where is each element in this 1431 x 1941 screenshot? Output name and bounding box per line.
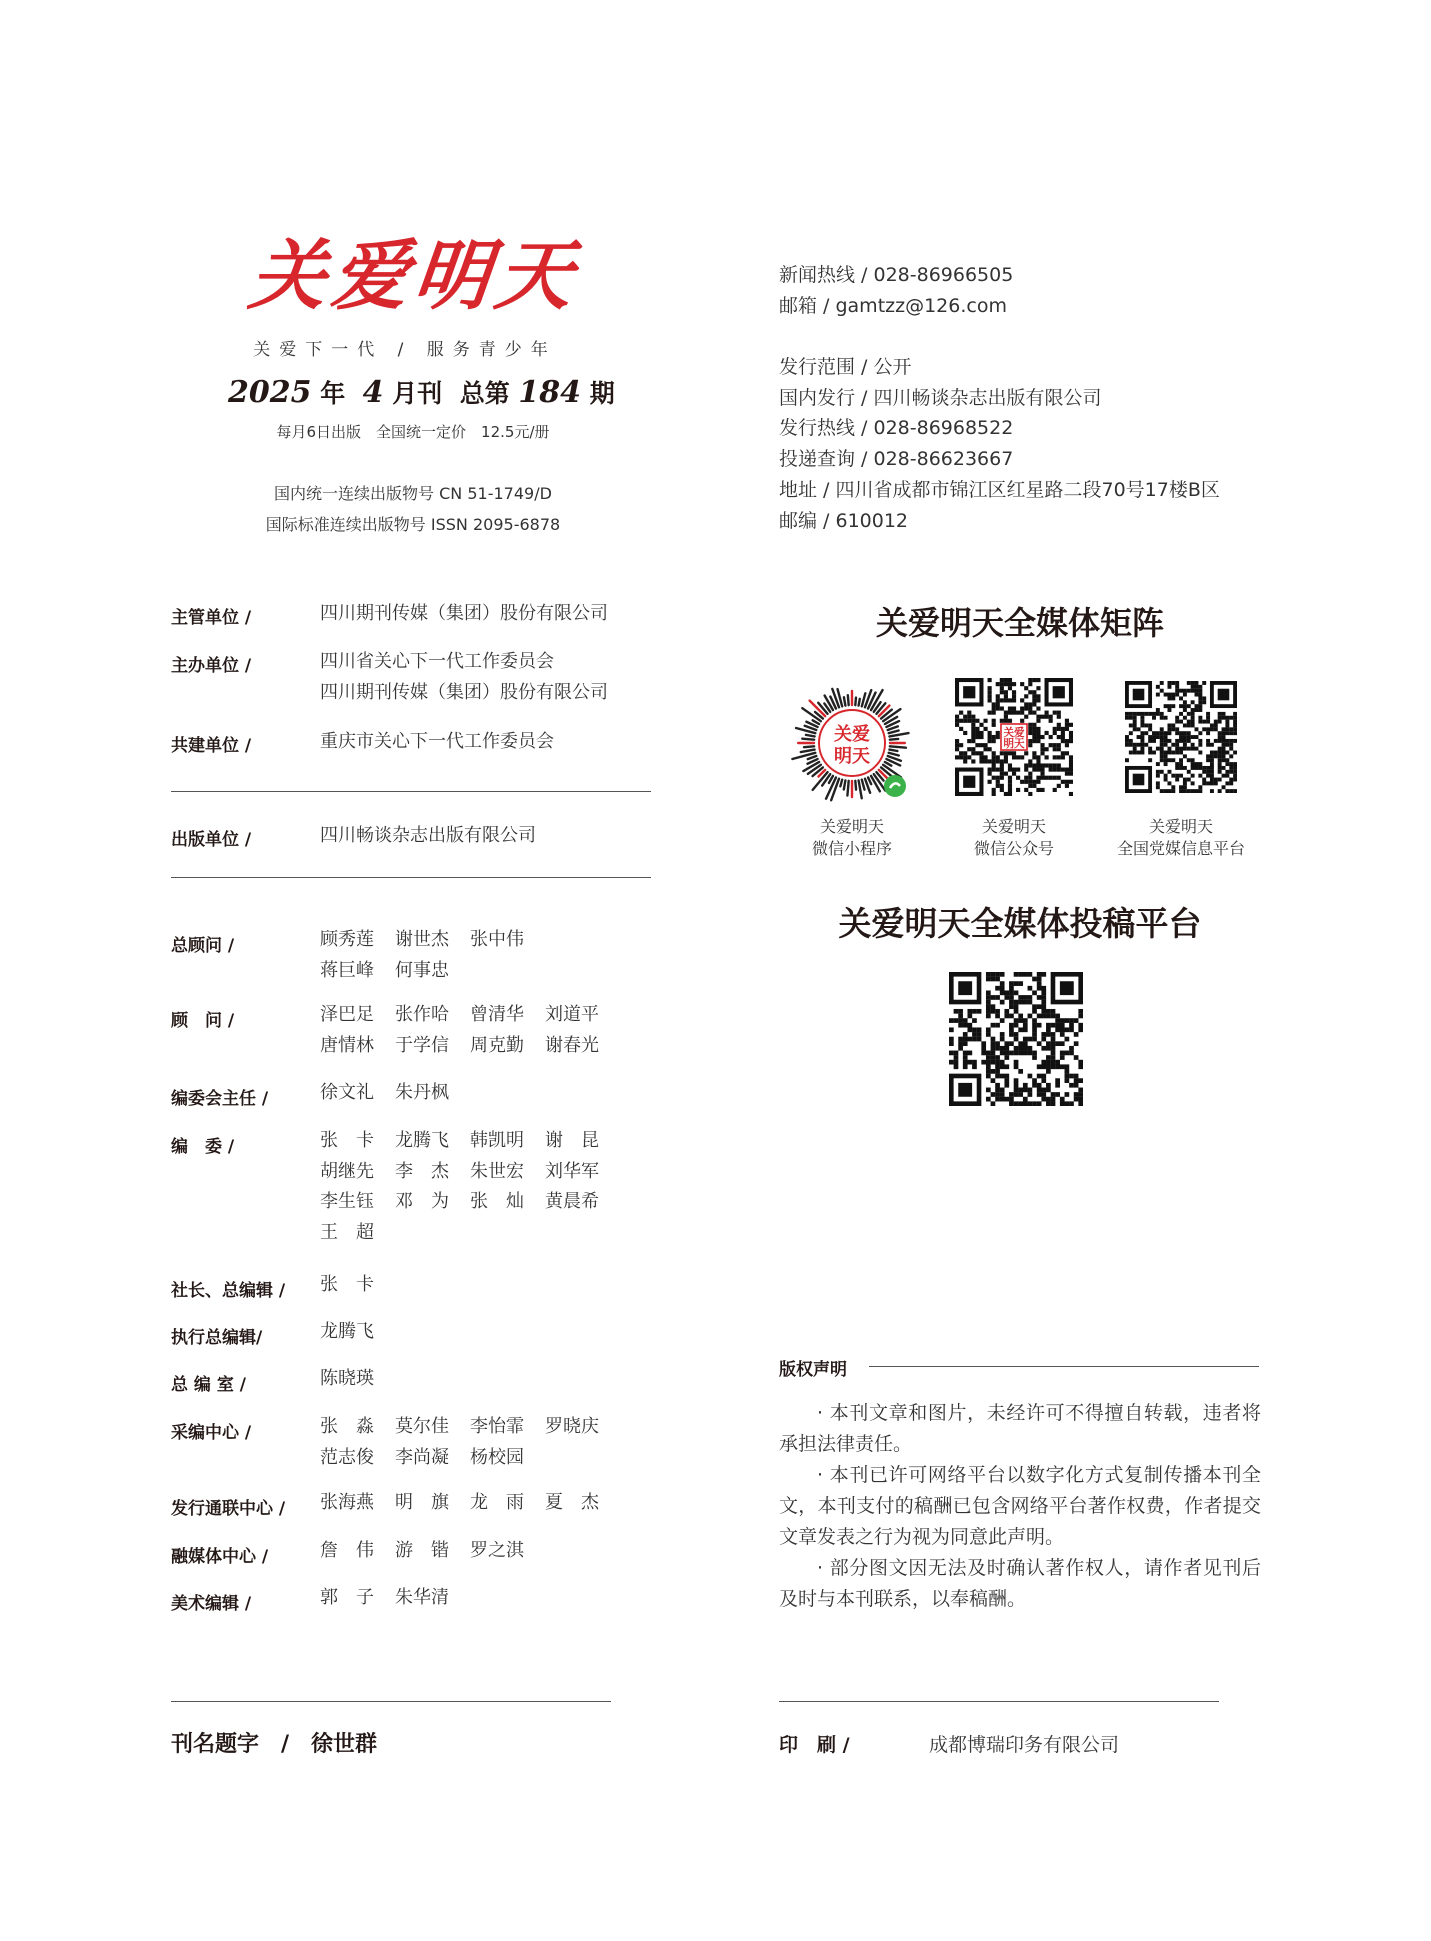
divider <box>779 1701 1219 1702</box>
unit-label: 共建单位 / <box>171 736 252 756</box>
submission-qr-code-icon <box>949 972 1083 1106</box>
staff-name: 张 卡 <box>320 1274 374 1295</box>
delivery-inquiry: 投递查询 / 028-86623667 <box>779 448 1014 471</box>
staff-name: 朱世宏 <box>470 1160 524 1182</box>
qr-caption-line: 全国党媒信息平台 <box>1116 839 1245 858</box>
unit-value: 四川期刊传媒（集团）股份有限公司 <box>320 682 608 703</box>
issue-total-unit: 期 <box>589 379 615 408</box>
postcode: 邮编 / 610012 <box>779 509 909 532</box>
issue-year-unit: 年 <box>320 379 346 408</box>
svg-text:明天: 明天 <box>1003 738 1025 751</box>
unit-label: 主办单位 / <box>171 656 252 676</box>
unit-value: 四川畅谈杂志出版有限公司 <box>320 825 536 846</box>
divider <box>171 791 651 792</box>
staff-name: 谢春光 <box>545 1034 599 1056</box>
printing-value: 成都博瑞印务有限公司 <box>929 1734 1120 1756</box>
qr-caption <box>762 816 942 860</box>
staff-label: 发行通联中心 / <box>171 1499 286 1519</box>
issn-number: 国际标准连续出版物号 ISSN 2095-6878 <box>265 515 561 534</box>
staff-names <box>320 1536 545 1567</box>
mini-program-code-icon <box>787 678 917 808</box>
staff-name: 胡继先 <box>320 1160 374 1182</box>
staff-names <box>320 1000 620 1061</box>
staff-name: 周克勤 <box>470 1034 524 1056</box>
staff-name: 朱华清 <box>395 1587 449 1608</box>
staff-name: 张 淼 <box>320 1416 374 1437</box>
staff-names <box>320 1488 620 1519</box>
staff-name: 游 锴 <box>395 1540 449 1561</box>
staff-label: 编委会主任 / <box>171 1089 269 1109</box>
staff-name: 李生钰 <box>320 1191 374 1212</box>
staff-name: 谢 昆 <box>545 1130 599 1151</box>
contact-group-2 <box>779 352 1220 536</box>
cn-number: 国内统一连续出版物号 CN 51-1749/D <box>274 484 552 503</box>
unit-label: 主管单位 / <box>171 608 252 628</box>
issue-year: 2025 <box>228 375 312 410</box>
staff-name: 蒋巨峰 <box>320 959 374 981</box>
staff-names <box>320 1270 395 1301</box>
news-hotline: 新闻热线 / 028-86966505 <box>779 264 1014 286</box>
unit-value: 四川期刊传媒（集团）股份有限公司 <box>320 603 608 624</box>
staff-name: 李怡霏 <box>470 1416 524 1437</box>
unit-value: 重庆市关心下一代工作委员会 <box>320 731 554 752</box>
divider <box>171 877 651 878</box>
staff-names <box>320 1126 620 1248</box>
staff-name: 龙 雨 <box>470 1492 524 1513</box>
wechat-official-qr-code-icon <box>955 678 1073 796</box>
mini-program-logo-text-1: 关爱 <box>834 724 870 745</box>
copyright-title: 版权声明 <box>779 1360 847 1380</box>
staff-names <box>320 925 545 986</box>
staff-name: 罗之淇 <box>470 1540 524 1561</box>
issue-line <box>228 374 615 410</box>
staff-name: 于学信 <box>395 1034 449 1056</box>
printing-label: 印 刷 / <box>779 1734 850 1756</box>
qr-caption <box>924 816 1104 860</box>
staff-name: 郭 子 <box>320 1587 374 1608</box>
distribution-scope: 发行范围 / 公开 <box>779 356 912 378</box>
issue-total: 184 <box>518 375 582 410</box>
staff-name: 范志俊 <box>320 1446 374 1468</box>
staff-name: 黄晨希 <box>545 1191 599 1212</box>
publication-info: 每月6日出版 全国统一定价 12.5元/册 <box>276 423 550 441</box>
staff-name: 邓 为 <box>395 1191 449 1212</box>
slogan: 关爱下一代 / 服务青少年 <box>253 340 557 360</box>
distribution-hotline: 发行热线 / 028-86968522 <box>779 417 1014 440</box>
staff-name: 张 卡 <box>320 1130 374 1151</box>
staff-name: 王 超 <box>320 1221 374 1243</box>
title-calligraphy: 刊名题字 / 徐世群 <box>171 1732 378 1757</box>
staff-name: 张 灿 <box>470 1191 524 1212</box>
staff-name: 张海燕 <box>320 1492 374 1513</box>
magazine-logo: 关爱明天 <box>245 231 583 320</box>
copyright-paragraph: · 部分图文因无法及时确认著作权人，请作者见刊后及时与本刊联系，以奉稿酬。 <box>779 1557 1261 1610</box>
copyright-paragraph: · 本刊已许可网络平台以数字化方式复制传播本刊全文，本刊支付的稿酬已包含网络平台著作权费，作者提交文章发表之行为视为同意此声明。 <box>779 1464 1261 1548</box>
staff-name: 何事忠 <box>395 959 449 981</box>
domestic-distribution: 国内发行 / 四川畅谈杂志出版有限公司 <box>779 386 1102 409</box>
unit-value: 四川省关心下一代工作委员会 <box>320 651 554 672</box>
staff-name: 唐情林 <box>320 1034 374 1056</box>
staff-name: 龙腾飞 <box>320 1321 374 1342</box>
staff-name: 罗晓庆 <box>545 1416 599 1437</box>
staff-name: 莫尔佳 <box>395 1416 449 1437</box>
staff-label: 编 委 / <box>171 1137 235 1157</box>
staff-name: 龙腾飞 <box>395 1130 449 1151</box>
svg-text:关爱: 关爱 <box>1003 727 1025 740</box>
staff-name: 李尚凝 <box>395 1446 449 1468</box>
staff-label: 执行总编辑/ <box>171 1328 263 1348</box>
issue-month: 4 <box>362 375 384 410</box>
staff-name: 刘华军 <box>545 1160 599 1182</box>
contact-group-1 <box>779 260 1013 321</box>
staff-name: 杨校园 <box>470 1446 524 1468</box>
staff-name: 韩凯明 <box>470 1130 524 1151</box>
staff-label: 总 编 室 / <box>171 1375 246 1395</box>
divider <box>171 1701 611 1702</box>
issue-total-prefix: 总第 <box>459 379 510 408</box>
staff-name: 詹 伟 <box>320 1540 374 1561</box>
copyright-paragraph: · 本刊文章和图片，未经许可不得擅自转载，违者将承担法律责任。 <box>779 1402 1261 1455</box>
address: 地址 / 四川省成都市锦江区红星路二段70号17楼B区 <box>779 478 1220 501</box>
staff-name: 刘道平 <box>545 1004 599 1025</box>
qr-caption <box>1086 816 1276 860</box>
staff-name: 陈晓瑛 <box>320 1368 374 1389</box>
media-matrix-title: 关爱明天全媒体矩阵 <box>875 604 1164 642</box>
staff-name: 李 杰 <box>395 1160 449 1182</box>
staff-name: 徐文礼 <box>320 1082 374 1103</box>
qr-caption-line: 关爱明天 <box>981 817 1046 836</box>
qr-caption-line: 微信公众号 <box>973 839 1054 858</box>
qr-caption-line: 微信小程序 <box>811 839 892 858</box>
submission-title: 关爱明天全媒体投稿平台 <box>838 904 1202 943</box>
issue-month-unit: 月刊 <box>392 379 443 408</box>
copyright-body <box>779 1398 1261 1615</box>
qr-caption-line: 关爱明天 <box>1148 817 1213 836</box>
staff-label: 采编中心 / <box>171 1423 252 1443</box>
staff-name: 曾清华 <box>470 1004 524 1025</box>
unit-label: 出版单位 / <box>171 830 252 850</box>
staff-name: 张作哈 <box>395 1004 449 1025</box>
staff-label: 顾 问 / <box>171 1011 235 1031</box>
staff-names <box>320 1583 470 1614</box>
staff-names <box>320 1364 395 1395</box>
staff-name: 顾秀莲 <box>320 929 374 950</box>
staff-label: 美术编辑 / <box>171 1594 252 1614</box>
staff-label: 总顾问 / <box>171 936 235 956</box>
staff-name: 朱丹枫 <box>395 1082 449 1103</box>
party-media-qr-code-icon <box>1125 681 1237 793</box>
staff-name: 明 旗 <box>395 1492 449 1513</box>
mini-program-logo-text-2: 明天 <box>834 746 870 767</box>
staff-names <box>320 1078 470 1109</box>
staff-name: 谢世杰 <box>395 929 449 950</box>
staff-label: 融媒体中心 / <box>171 1547 269 1567</box>
divider <box>869 1366 1259 1367</box>
staff-name: 张中伟 <box>470 929 524 950</box>
qr-caption-line: 关爱明天 <box>819 817 884 836</box>
email: 邮箱 / gamtzz@126.com <box>779 294 1007 317</box>
staff-name: 夏 杰 <box>545 1492 599 1513</box>
staff-names <box>320 1317 395 1348</box>
staff-name: 泽巴足 <box>320 1004 374 1025</box>
staff-names <box>320 1412 620 1473</box>
staff-label: 社长、总编辑 / <box>171 1281 286 1301</box>
